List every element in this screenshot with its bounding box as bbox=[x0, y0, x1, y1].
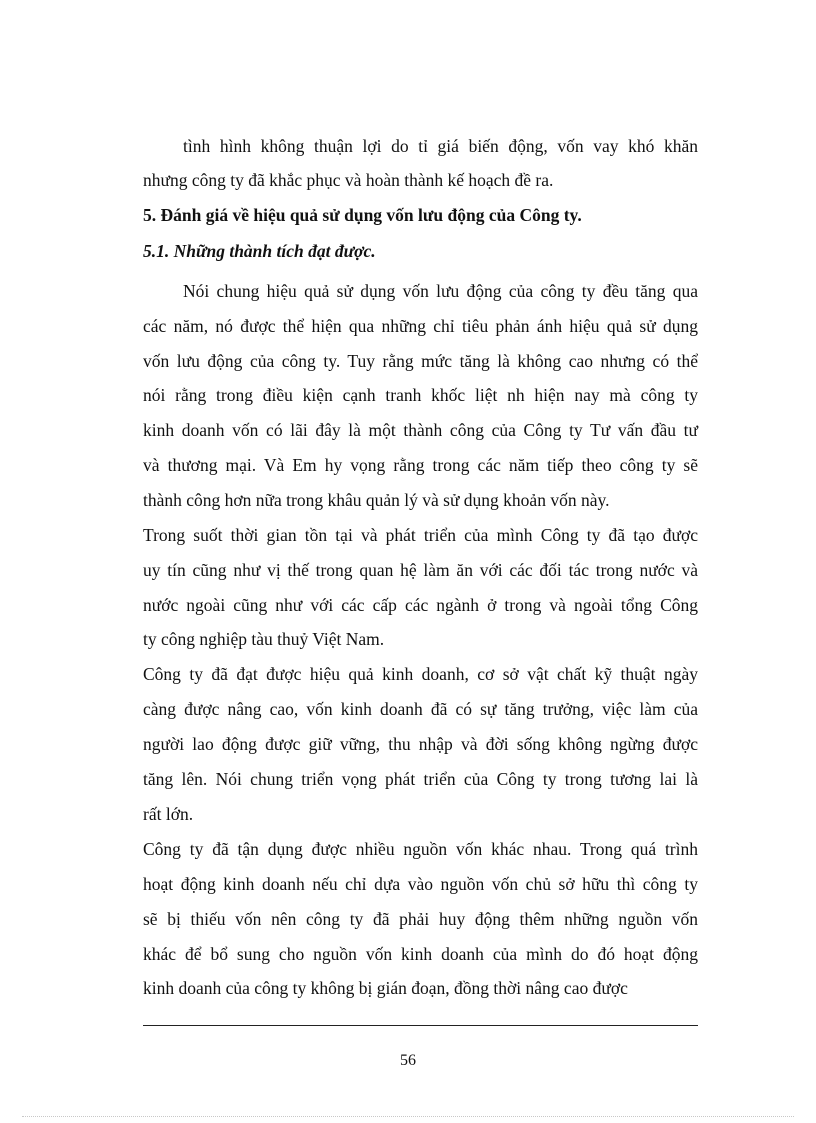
text-line: rất lớn. bbox=[143, 804, 194, 824]
text-line: ty công nghiệp tàu thuỷ Việt Nam. bbox=[143, 629, 385, 649]
text-line: khác để bổ sung cho nguồn vốn kinh doanh của mình do đó hoạt động bbox=[143, 944, 698, 964]
text-line: Công ty đã tận dụng được nhiều nguồn vốn khác nhau. Trong quá trình bbox=[143, 839, 698, 859]
text-line: người lao động được giữ vững, thu nhập và đời sống không ngừng được bbox=[143, 734, 698, 754]
text-line: nước ngoài cũng như với các cấp các ngành ở trong và ngoài tổng Công bbox=[143, 595, 698, 615]
text-line: vốn lưu động của công ty. Tuy rằng mức tăng là không cao nhưng có thể bbox=[143, 351, 698, 371]
subsection-heading: 5.1. Những thành tích đạt được. bbox=[143, 241, 376, 261]
text-line: kinh doanh của công ty không bị gián đoạn, đồng thời nâng cao được bbox=[143, 978, 628, 998]
section-heading: 5. Đánh giá về hiệu quả sử dụng vốn lưu động của Công ty. bbox=[143, 205, 582, 225]
text-line: uy tín cũng như vị thế trong quan hệ làm ăn với các đối tác trong nước và bbox=[143, 560, 698, 580]
page-edge-dotted-line bbox=[22, 1116, 794, 1117]
text-line: và thương mại. Và Em hy vọng rằng trong các năm tiếp theo công ty sẽ bbox=[143, 455, 698, 475]
page-number: 56 bbox=[400, 1052, 416, 1069]
text-line: hoạt động kinh doanh nếu chỉ dựa vào nguồn vốn chủ sở hữu thì công ty bbox=[143, 874, 698, 894]
text-line: sẽ bị thiếu vốn nên công ty đã phải huy động thêm những nguồn vốn bbox=[143, 909, 698, 929]
text-line: tăng lên. Nói chung triển vọng phát triển của Công ty trong tương lai là bbox=[143, 769, 698, 789]
text-line: kinh doanh vốn có lãi đây là một thành công của Công ty Tư vấn đầu tư bbox=[143, 420, 698, 440]
text-line: tình hình không thuận lợi do tỉ giá biến động, vốn vay khó khăn bbox=[183, 136, 698, 156]
footer-rule bbox=[143, 1025, 698, 1026]
text-line: càng được nâng cao, vốn kinh doanh đã có sự tăng trưởng, việc làm của bbox=[143, 699, 698, 719]
text-line: nói rằng trong điều kiện cạnh tranh khốc liệt nh hiện nay mà công ty bbox=[143, 385, 698, 405]
text-line: nhưng công ty đã khắc phục và hoàn thành kế hoạch đề ra. bbox=[143, 170, 554, 190]
text-line: thành công hơn nữa trong khâu quản lý và sử dụng khoản vốn này. bbox=[143, 490, 610, 510]
text-line: Công ty đã đạt được hiệu quả kinh doanh, cơ sở vật chất kỹ thuật ngày bbox=[143, 664, 698, 684]
text-line: các năm, nó được thể hiện qua những chỉ tiêu phản ánh hiệu quả sử dụng bbox=[143, 316, 698, 336]
text-line: Trong suốt thời gian tồn tại và phát triển của mình Công ty đã tạo được bbox=[143, 525, 698, 545]
text-line: Nói chung hiệu quả sử dụng vốn lưu động của công ty đều tăng qua bbox=[183, 281, 698, 301]
